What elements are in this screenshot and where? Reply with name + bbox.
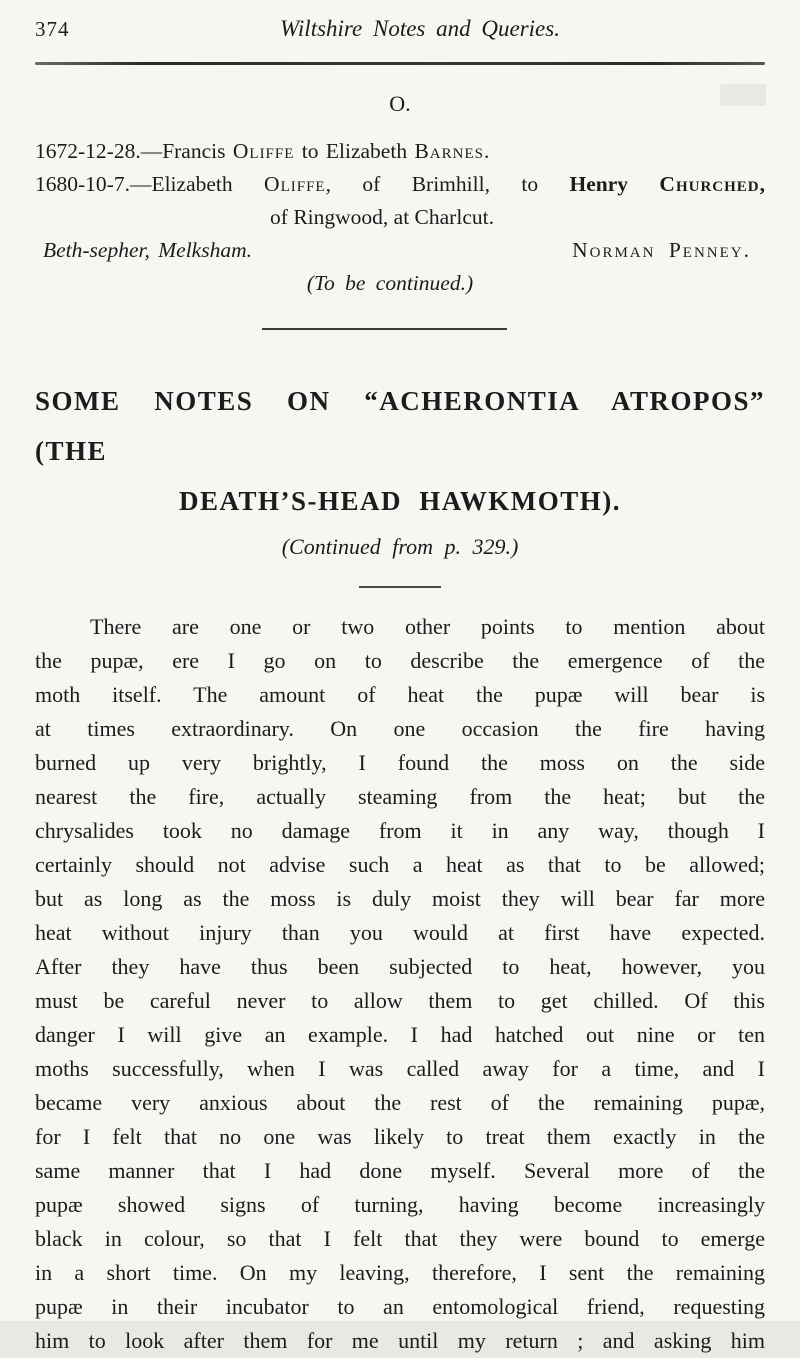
paragraph-line: but as long as the moss is duly moist they will bear far more: [35, 885, 765, 911]
entry-text-segment: Henry: [569, 171, 660, 196]
marriage-entries: [35, 135, 765, 234]
marriage-entry: [35, 168, 765, 201]
article-subtitle: (Continued from p. 329.): [281, 533, 519, 559]
paragraph-line: nearest the fire, actually steaming from the heat; but the: [35, 783, 765, 809]
scan-artifact: [720, 84, 766, 106]
entry-text-segment: ,: [759, 171, 765, 196]
paragraph-line: at times extraordinary. On one occasion the fire having: [35, 715, 765, 741]
paragraph-line: chrysalides took no damage from it in any way, though I: [35, 817, 765, 843]
paragraph-line: pupæ in their incubator to an entomological friend, requesting: [35, 1293, 765, 1319]
marriage-entry-continuation: of Ringwood, at Charlcut.: [270, 204, 494, 229]
entry-text-segment: , of Brimhill, to: [325, 171, 570, 196]
article-paragraph: [35, 610, 765, 1358]
article-title-line1: SOME NOTES ON “ACHERONTIA ATROPOS” (THE: [35, 385, 765, 466]
entry-text-segment: Oliffe: [232, 138, 295, 163]
header-rule: [35, 62, 765, 65]
article-title-line2: DEATH’S-HEAD HAWKMOTH).: [178, 485, 621, 516]
entry-text-segment: to Elizabeth: [294, 138, 415, 163]
marriage-entry: [35, 135, 765, 168]
paragraph-line: the pupæ, ere I go on to describe the emergence of the: [35, 647, 765, 673]
article-divider-rule: [359, 586, 441, 588]
section-divider-rule: [262, 328, 507, 330]
paragraph-line: After they have thus been subjected to heat, however, you: [35, 953, 765, 979]
paragraph-line: same manner that I had done myself. Several more of the: [35, 1157, 765, 1183]
paragraph-line: became very anxious about the rest of the remaining pupæ,: [35, 1089, 765, 1115]
paragraph-line: him to look after them for me until my return ; and asking him: [35, 1327, 765, 1353]
page-header: [35, 16, 765, 50]
paragraph-line: There are one or two other points to mention about: [90, 613, 765, 639]
signature-row: [35, 234, 765, 267]
paragraph-line: danger I will give an example. I had hatched out nine or ten: [35, 1021, 765, 1047]
to-be-continued-note: (To be continued.): [306, 270, 474, 295]
paragraph-line: moths successfully, when I was called away for a time, and I: [35, 1055, 765, 1081]
signature-place: Beth-sepher, Melksham.: [43, 237, 252, 262]
paragraph-line: heat without injury than you would at first have expected.: [35, 919, 765, 945]
paragraph-line: pupæ showed signs of turning, having become increasingly: [35, 1191, 765, 1217]
paragraph-line: for I felt that no one was likely to treat them exactly in the: [35, 1123, 765, 1149]
page-number: 374: [35, 17, 70, 41]
paragraph-line: moth itself. The amount of heat the pupæ will bear is: [35, 681, 765, 707]
paragraph-line: in a short time. On my leaving, therefore, I sent the remaining: [35, 1259, 765, 1285]
signature-name: Norman Penney.: [572, 237, 751, 262]
journal-title: Wiltshire Notes and Queries.: [280, 16, 560, 41]
entry-text-segment: 1680-10-7.—Elizabeth: [35, 171, 265, 196]
paragraph-line: must be careful never to allow them to get chilled. Of this: [35, 987, 765, 1013]
article-title: [35, 376, 765, 526]
section-heading-o: O.: [389, 90, 411, 116]
paragraph-line: burned up very brightly, I found the moss on the side: [35, 749, 765, 775]
paragraph-line: certainly should not advise such a heat as that to be allowed;: [35, 851, 765, 877]
entry-text-segment: 1672-12-28.—Francis: [35, 138, 233, 163]
entry-text-segment: Barnes: [414, 138, 484, 163]
entry-text-segment: .: [483, 138, 490, 163]
entry-text-segment: Churched: [659, 171, 760, 196]
entry-text-segment: Oliffe: [264, 171, 326, 196]
paragraph-line: black in colour, so that I felt that they were bound to emerge: [35, 1225, 765, 1251]
